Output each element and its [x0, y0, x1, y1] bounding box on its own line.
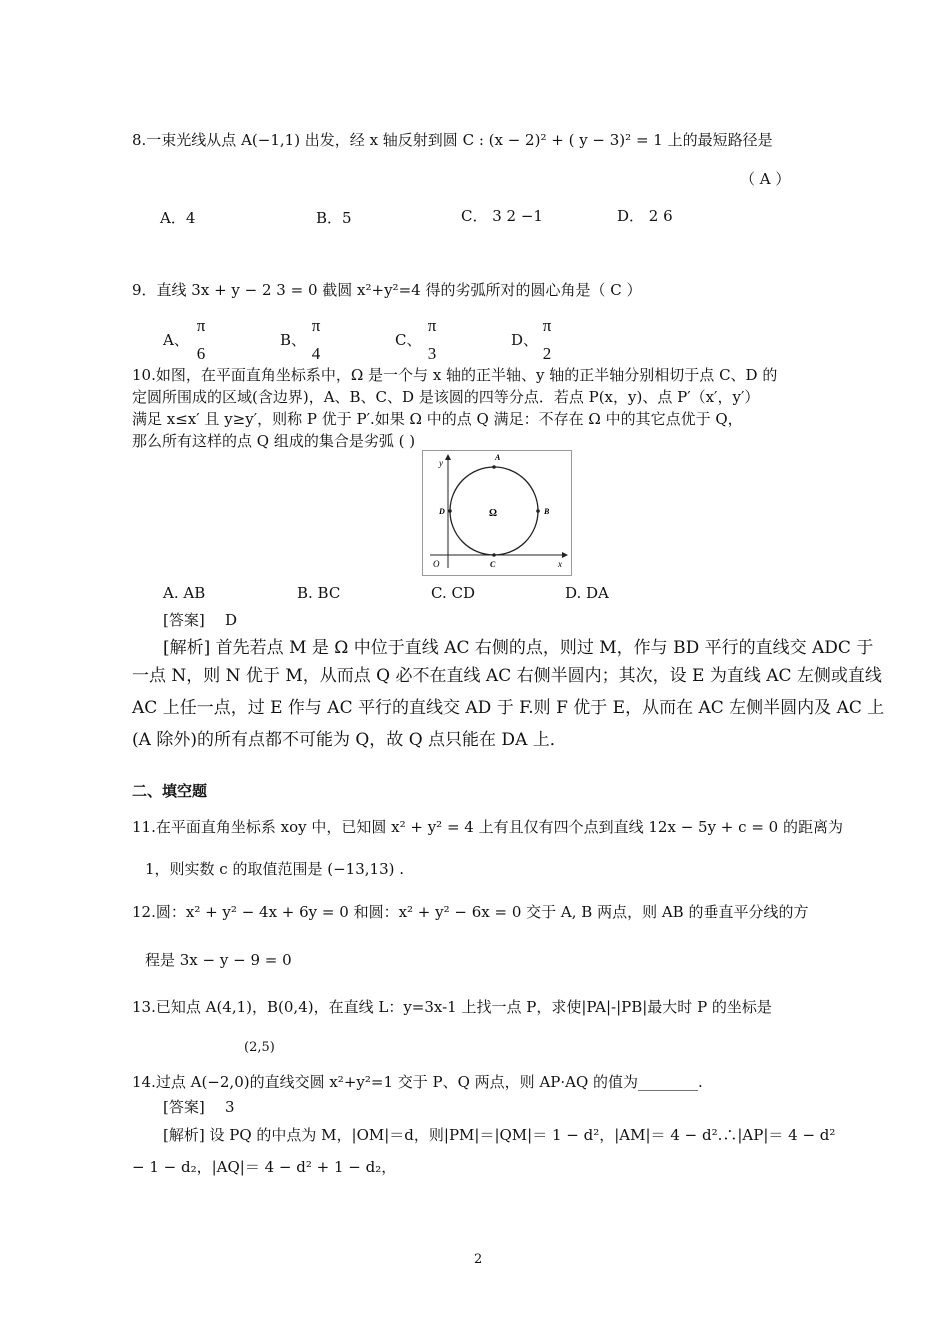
- q10-figure: [422, 450, 572, 576]
- q8-option-d: D． 2 6: [617, 207, 673, 225]
- q8-answer: （ A ）: [740, 170, 791, 188]
- point-a-label: A: [495, 453, 501, 462]
- point-b-label: B: [544, 507, 550, 516]
- q12-line-1: 12.圆：x² + y² − 4x + 6y = 0 和圆：x² + y² − 6x = 0 交于 A, B 两点，则 AB 的垂直平分线的方: [132, 903, 809, 921]
- q8-stem: 8.一束光线从点 A(−1,1) 出发，经 x 轴反射到圆 C : (x − 2)² + ( y − 3)² = 1 上的最短路径是: [132, 131, 773, 149]
- q10-line-1: 10.如图，在平面直角坐标系中，Ω 是一个与 x 轴的正半轴、y 轴的正半轴分别相切于点 C、D 的: [132, 366, 778, 384]
- q9-option-c-num: π: [427, 316, 437, 335]
- q8-option-a: A．4: [160, 209, 196, 227]
- y-axis-arrow: [445, 454, 451, 460]
- point-b-dot: [536, 509, 540, 513]
- q14-stem: 14.过点 A(−2,0)的直线交圆 x²+y²=1 交于 P、Q 两点，则 AP·AQ 的值为________.: [132, 1073, 703, 1091]
- q8-option-c: C． 3 2 −1: [461, 207, 543, 225]
- omega-label: Ω: [489, 508, 498, 519]
- point-d-dot: [448, 509, 452, 513]
- q10-answer-label: [答案]: [163, 611, 205, 629]
- q9-option-b-den: 4: [311, 344, 321, 363]
- point-d-label: D: [439, 507, 445, 516]
- q14-answer-label: [答案]: [163, 1098, 205, 1116]
- q10-analysis-line-4: (A 除外)的所有点都不可能为 Q，故 Q 点只能在 DA 上．: [132, 730, 567, 750]
- q9-option-b-num: π: [311, 316, 321, 335]
- q13-line-1: 13.已知点 A(4,1)，B(0,4)，在直线 L：y=3x-1 上找一点 P，求使|PA|-|PB|最大时 P 的坐标是: [132, 998, 772, 1016]
- q9-option-c-label: C、: [395, 331, 422, 349]
- q13-answer: (2,5): [244, 1040, 275, 1055]
- q9-option-d-den: 2: [542, 344, 552, 363]
- q10-answer-value: D: [225, 611, 238, 629]
- q10-option-a: A. AB: [163, 584, 206, 602]
- q10-option-b: B. BC: [297, 584, 341, 602]
- point-a-dot: [492, 465, 496, 469]
- q9-option-a-label: A、: [163, 331, 189, 349]
- q10-line-4: 那么所有这样的点 Q 组成的集合是劣弧 ( ): [132, 432, 416, 450]
- q11-line-1: 11.在平面直角坐标系 xoy 中，已知圆 x² + y² = 4 上有且仅有四个点到直线 12x − 5y + c = 0 的距离为: [132, 818, 843, 836]
- q14-analysis-line-2: − 1 − d₂，|AQ|＝ 4 − d² + 1 − d₂，: [132, 1158, 397, 1176]
- page-number: 2: [474, 1252, 483, 1267]
- q10-line-2: 定圆所围成的区域(含边界)，A、B、C、D 是该圆的四等分点．若点 P(x，y)、点 P′（x′，y′）: [132, 388, 760, 406]
- x-label: x: [558, 559, 562, 569]
- point-c-label: C: [490, 560, 496, 569]
- q14-answer-value: 3: [225, 1098, 235, 1116]
- q10-line-3: 满足 x≤x′ 且 y≥y′，则称 P 优于 P′.如果 Ω 中的点 Q 满足：不存在 Ω 中的其它点优于 Q，: [132, 410, 743, 428]
- q10-analysis-line-1: [解析] 首先若点 M 是 Ω 中位于直线 AC 右侧的点，则过 M，作与 BD 平行的直线交 ADC 于: [163, 638, 874, 658]
- q9-option-a-den: 6: [196, 344, 206, 363]
- q12-line-2: 程是 3x − y − 9 = 0: [145, 951, 292, 969]
- q10-analysis-line-3: AC 上任一点，过 E 作与 AC 平行的直线交 AD 于 F.则 F 优于 E，从而在 AC 左侧半圆内及 AC 上: [132, 698, 885, 718]
- q10-option-c: C. CD: [431, 584, 475, 602]
- x-axis-arrow: [562, 552, 568, 558]
- q9-option-b-label: B、: [280, 331, 307, 349]
- q9-option-a-num: π: [196, 316, 206, 335]
- point-c-dot: [492, 553, 496, 557]
- y-label: y: [439, 458, 443, 468]
- q14-analysis-line-1: [解析] 设 PQ 的中点为 M，|OM|＝d，则|PM|＝|QM|＝ 1 − d²，|AM|＝ 4 − d².∴|AP|＝ 4 − d²: [163, 1126, 836, 1144]
- q9-option-d-num: π: [542, 316, 552, 335]
- q10-analysis-line-2: 一点 N，则 N 优于 M，从而点 Q 必不在直线 AC 右侧半圆内；其次，设 E 为直线 AC 左侧或直线: [132, 666, 882, 686]
- q9-option-c-den: 3: [427, 344, 437, 363]
- section-title-fill-blank: 二、填空题: [132, 782, 208, 800]
- q9-option-d-label: D、: [511, 331, 539, 349]
- q11-line-2: 1，则实数 c 的取值范围是 (−13,13) .: [145, 860, 405, 878]
- q10-option-d: D. DA: [565, 584, 609, 602]
- origin-label: O: [433, 559, 440, 569]
- q8-option-b: B．5: [316, 209, 352, 227]
- q9-stem: 9．直线 3x + y − 2 3 = 0 截圆 x²+y²=4 得的劣弧所对的圆心角是（ C ）: [132, 281, 642, 299]
